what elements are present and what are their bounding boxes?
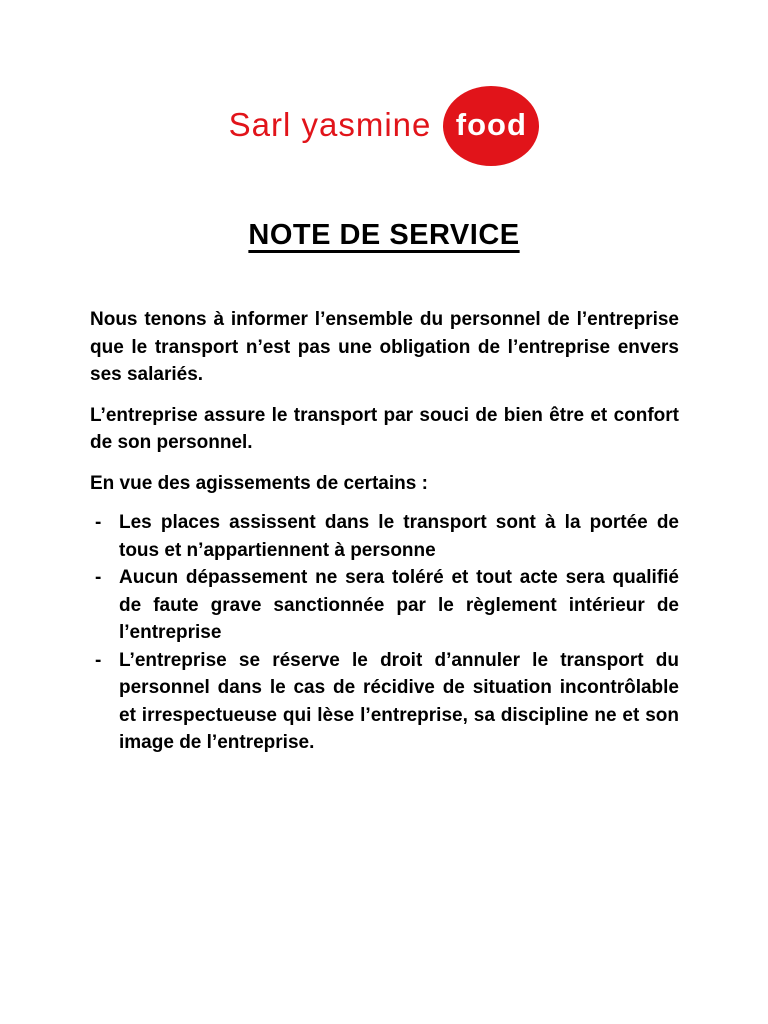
list-item	[95, 509, 679, 564]
list-item-text: Les places assissent dans le transport sont à la portée de tous et n’appartiennent à personne	[119, 512, 679, 561]
paragraph-intro: Nous tenons à informer l’ensemble du personnel de l’entreprise que le transport n’est pas une obligation de l’entreprise envers ses salariés.	[90, 309, 679, 385]
dash-bullet: -	[95, 567, 102, 588]
document-body	[90, 306, 679, 757]
list-item-text: L’entreprise se réserve le droit d’annuler le transport du personnel dans le cas de récidive de situation incontrôlable et irrespectueuse qui lèse l’entreprise, sa discipline ne et son image de l’entreprise.	[119, 649, 679, 753]
list-item	[95, 647, 679, 757]
paragraph-assurance: L’entreprise assure le transport par souci de bien être et confort de son personnel.	[90, 404, 679, 453]
company-logo	[0, 86, 768, 166]
logo-wordmark: Sarl yasmine	[228, 105, 432, 143]
list-item-text: Aucun dépassement ne sera toléré et tout acte sera qualifié de faute grave sanctionnée par le règlement intérieur de l’entreprise	[119, 567, 679, 643]
paragraph-lead-in: En vue des agissements de certains :	[90, 472, 428, 494]
dash-bullet: -	[95, 649, 102, 671]
logo-badge-label: food	[455, 107, 527, 142]
document-title: NOTE DE SERVICE	[248, 219, 520, 251]
list-item	[95, 564, 679, 647]
title-block	[0, 219, 768, 252]
service-note-list	[90, 509, 679, 757]
dash-bullet: -	[95, 512, 102, 533]
logo-food-badge	[443, 86, 539, 166]
